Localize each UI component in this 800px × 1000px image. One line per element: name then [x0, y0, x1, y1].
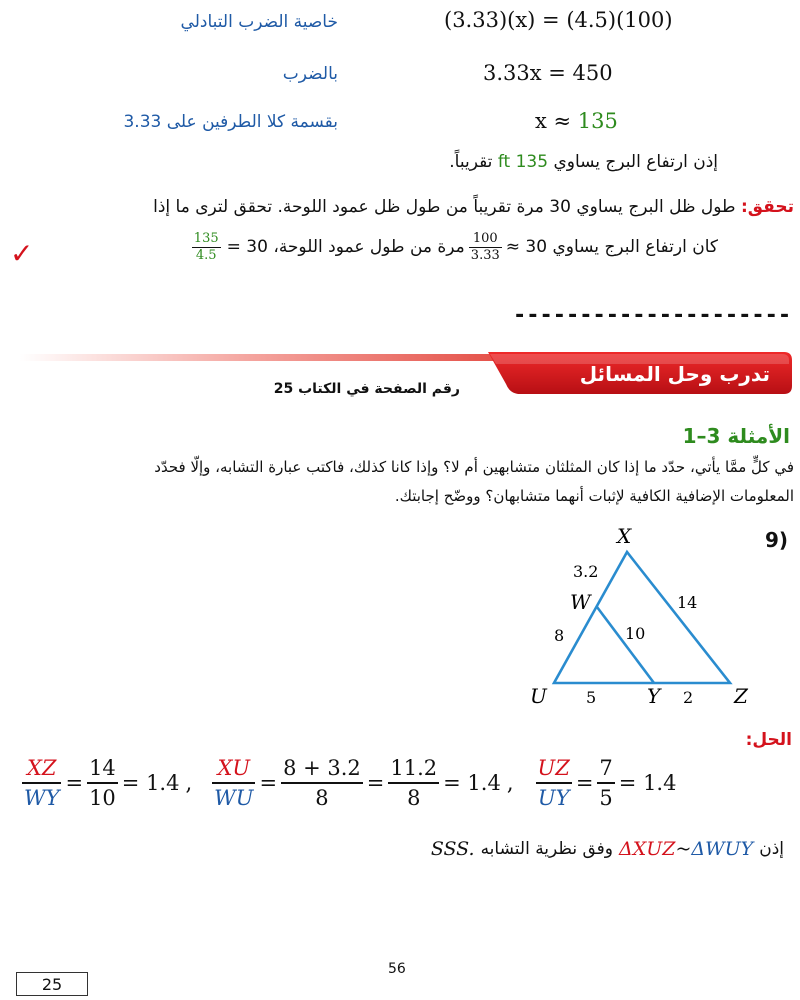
similar-triangles-figure [520, 520, 770, 740]
ratio-xz-wy: $\frac{XZ}{WY}$ [24, 756, 60, 811]
ratio-14-10: $\frac{14}{10}$ [89, 756, 116, 811]
length-yz: 2 [683, 688, 694, 707]
label-w: W [570, 590, 591, 614]
step3-value: 135 [577, 109, 618, 133]
instructions-line2: المعلومات الإضافية الكافية لإثبات أنهما متشابهان؟ ووضّح إجابتك. [394, 487, 794, 505]
step2-reason: بالضرب [282, 64, 338, 84]
ratio1-value: = 1.4 [121, 771, 180, 796]
label-x: X [617, 524, 632, 548]
conclusion-line [449, 152, 718, 172]
final-middle: وفق نظرية التشابه [480, 839, 614, 859]
ratio-xu-wu: $\frac{XU}{WU}$ [214, 756, 254, 811]
step2-equation: 3.33x = 450 [483, 61, 613, 85]
dashed-divider: --------------------- [513, 303, 792, 328]
label-y: Y [647, 684, 661, 708]
examples-heading: الأمثلة 3–1 [682, 424, 790, 448]
length-wu: 8 [554, 626, 565, 645]
problem-number: 9) [765, 528, 789, 552]
segment-wy [597, 607, 654, 683]
check-line1 [153, 197, 794, 217]
conclusion-suffix: تقريباً. [449, 152, 493, 172]
solution-ratios: $\frac{XZ}{WY}$ = $\frac{14}{10}$ = 1.4 , $\frac{XU}{WU}$ = $\frac{8 + 3.2}{8}$ = $\frac{11.2}{8}$ = 1.4 , $\frac{UZ}{UY}$ = $\frac{7}{5}$ = 1.4 [24, 756, 677, 811]
length-xw: 3.2 [573, 562, 599, 581]
final-statement [431, 838, 784, 860]
step3-reason: بقسمة كلا الطرفين على 3.33 [123, 112, 338, 132]
length-uy: 5 [586, 688, 597, 707]
solution-label: الحل: [745, 730, 792, 750]
check-text1: طول ظل البرج يساوي 30 مرة تقريباً من طول ظل عمود اللوحة. تحقق لترى ما إذا [153, 197, 736, 217]
ratio2-value: = 1.4 [443, 771, 501, 796]
page-number-center: 56 [388, 961, 406, 977]
ratio-uz-uy: $\frac{UZ}{UY}$ [537, 756, 570, 811]
step1-reason: خاصية الضرب التبادلي [180, 12, 338, 32]
label-u: U [530, 684, 547, 708]
ratio-11.2-over-8: $\frac{11.2}{8}$ [390, 756, 438, 811]
check-line2-text: كان ارتفاع البرج يساوي 30 ≈ [505, 237, 718, 258]
final-similarity: ΔXUZ~ΔWUY [619, 838, 754, 860]
banner-title: تدرب وحل المسائل [579, 362, 770, 386]
instructions-line1: في كلٍّ ممَّا يأتي، حدّد ما إذا كان المثلثان متشابهين أم لا؟ وإذا كانا كذلك، فاكتب عبارة التشابه، وإلّا فحدّد [154, 458, 794, 476]
length-wy: 10 [625, 624, 646, 643]
check-fraction-135-over-45: $\frac{135}{4.5}$ [193, 231, 219, 263]
ratio-7-5: $\frac{7}{5}$ [599, 756, 613, 811]
check-mark-icon: ✓ [10, 237, 34, 270]
conclusion-value: 135 ft [497, 152, 549, 172]
check-line2-middle: مرة من طول عمود اللوحة، 30 = [226, 237, 465, 258]
check-line2 [188, 232, 718, 262]
banner-subtitle: رقم الصفحة في الكتاب 25 [273, 381, 460, 397]
final-prefix: إذن [759, 839, 784, 859]
step3-equation [535, 109, 618, 133]
label-z: Z [734, 684, 748, 708]
step1-equation: (3.33)(x) = (4.5)(100) [444, 8, 673, 32]
check-fraction-100-over-333: $\frac{100}{3.33}$ [470, 231, 500, 263]
check-label: تحقق: [741, 197, 794, 217]
step3-lhs: x ≈ [535, 109, 578, 133]
final-theorem: SSS. [430, 838, 475, 860]
conclusion-prefix: إذن ارتفاع البرج يساوي [553, 152, 718, 172]
length-xz: 14 [677, 593, 698, 612]
ratio3-value: = 1.4 [618, 771, 677, 796]
page-number-box: 25 [16, 972, 88, 996]
ratio-8-plus-3.2-over-8: $\frac{8 + 3.2}{8}$ [283, 756, 361, 811]
